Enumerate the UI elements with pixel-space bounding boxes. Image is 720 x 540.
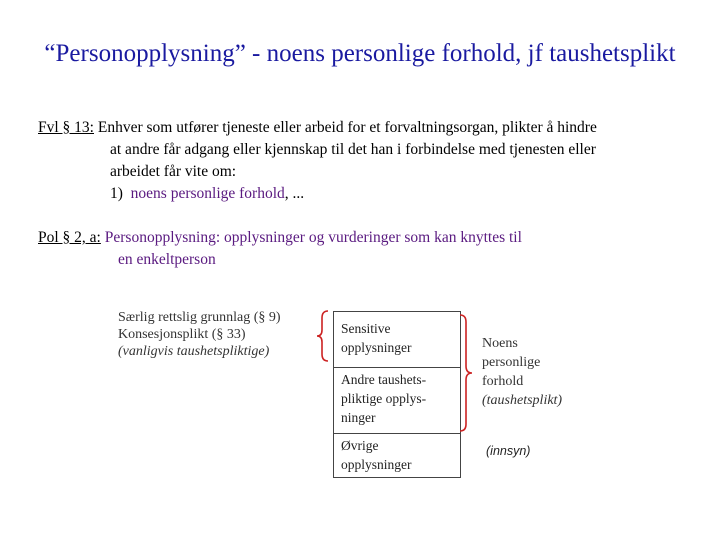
box-cell-remaining-line2: opplysninger [341,457,412,472]
fvl-text-line3: arbeidet får vite om: [110,163,237,180]
box-cell-other-line2: pliktige opplys- [341,391,427,406]
personal-matters-line4: (taushetsplikt) [482,393,563,408]
category-box [333,311,461,478]
personal-matters-line1: Noens [482,336,518,351]
personal-matters-line2: personlige [482,355,541,370]
box-cell-remaining-line1: Øvrige [341,438,379,453]
fvl-text-line2: at andre får adgang eller kjennskap til det han i forbindelse med tjenesten eller [110,141,596,158]
personal-matters-line3: forhold [482,374,524,389]
box-cell-other-line1: Andre taushets- [341,372,427,387]
sensitive-note-line2: Konsesjonsplikt (§ 33) [118,327,246,342]
pol-section [38,227,698,271]
personal-matters-note [482,334,562,410]
fvl-item-tail: , ... [284,185,305,202]
pol-reference: Pol § 2, a: [38,229,101,246]
fvl-reference: Fvl § 13: [38,119,94,136]
box-cell-sensitive-line1: Sensitive [341,321,391,336]
box-cell-other-confidential [334,367,460,427]
fvl-section [38,117,698,205]
access-note: (innsyn) [486,444,531,458]
box-cell-sensitive [334,319,460,357]
sensitive-note-line1: Særlig rettslig grunnlag (§ 9) [118,310,281,325]
pol-text-line1: Personopplysning: opplysninger og vurderinger som kan knyttes til [100,229,522,246]
box-cell-remaining [334,433,460,474]
left-brace [316,310,330,362]
slide-title: “Personopplysning” - noens personlige forhold, jf taushetsplikt [44,40,676,67]
fvl-text-line1: Enhver som utfører tjeneste eller arbeid for et forvaltningsorgan, plikter å hindre [93,119,597,136]
fvl-item-text: noens personlige forhold [130,185,285,202]
pol-text-line2: en enkeltperson [118,251,216,268]
right-brace [459,314,473,432]
box-cell-sensitive-line2: opplysninger [341,340,412,355]
fvl-item-number: 1) [110,185,123,202]
box-cell-other-line3: ninger [341,410,376,425]
sensitive-note-line3: (vanligvis taushetspliktige) [118,344,270,359]
fvl-item [38,183,698,205]
sensitive-note [118,309,281,360]
